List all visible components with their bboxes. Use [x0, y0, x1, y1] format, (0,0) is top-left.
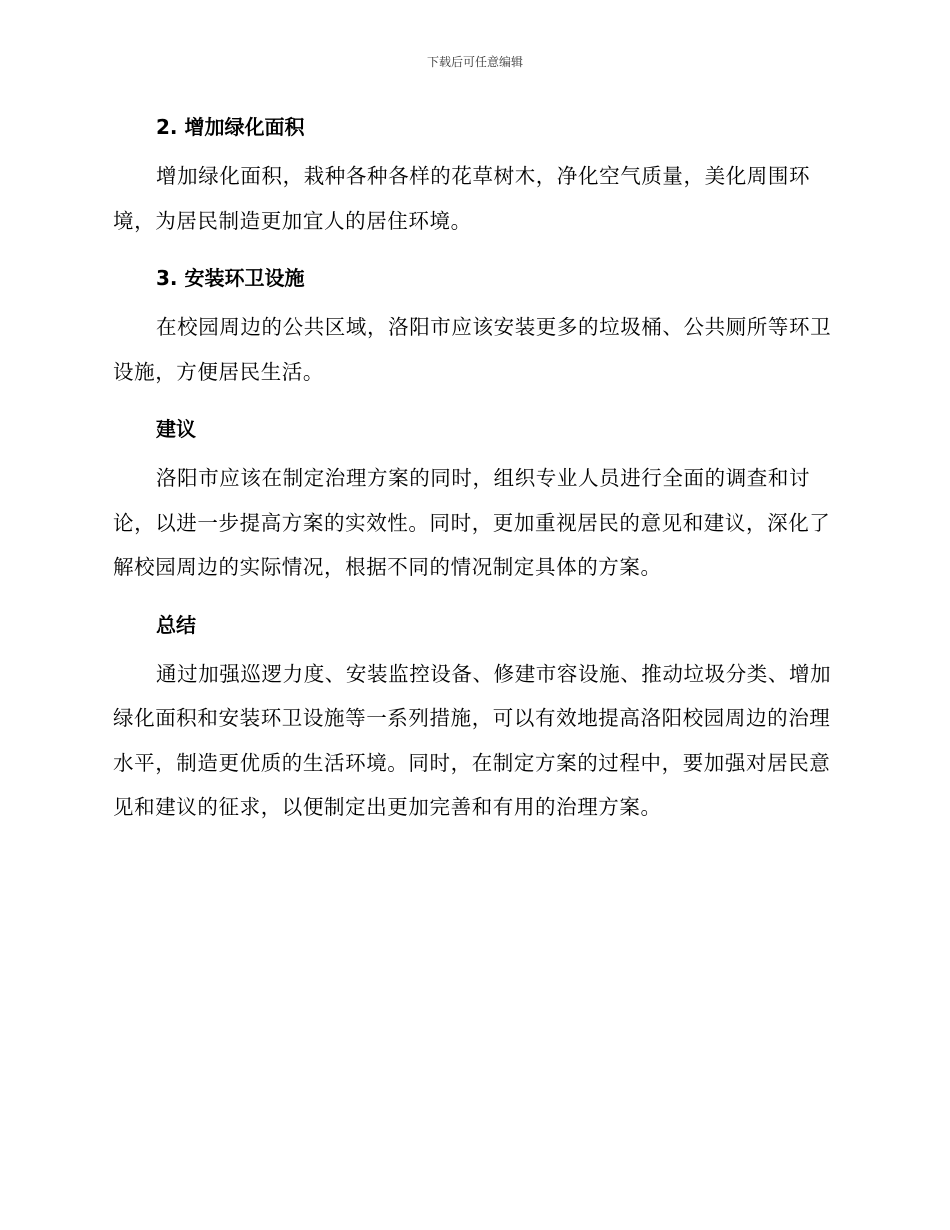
- page-header: 下载后可任意编辑: [426, 55, 523, 69]
- section-paragraph-summary: 通过加强巡逻力度、安装监控设备、修建市容设施、推动垃圾分类、增加绿化面积和安装环卫设施等一系列措施，可以有效地提高洛阳校园周边的治理水平，制造更优质的生活环境。同时，在制定方案的过程中，要加强对居民意见和建议的征求，以便制定出更加完善和有用的治理方案。: [113, 661, 832, 819]
- section-paragraph-sanitation: 在校园周边的公共区域，洛阳市应该安装更多的垃圾桶、公共厕所等环卫设施，方便居民生活。: [113, 315, 832, 384]
- section-paragraph-greening: 增加绿化面积，栽种各种各样的花草树木，净化空气质量，美化周围环境，为居民制造更加宜人的居住环境。: [113, 164, 811, 233]
- section-heading-summary: 总结: [156, 612, 196, 637]
- section-heading-greening: 2. 增加绿化面积: [156, 115, 305, 139]
- document-body: [113, 112, 837, 830]
- section-heading-sanitation: 3. 安装环卫设施: [156, 266, 305, 290]
- section-heading-suggestions: 建议: [156, 417, 196, 441]
- section-paragraph-suggestions: 洛阳市应该在制定治理方案的同时，组织专业人员进行全面的调查和讨论，以进一步提高方案的实效性。同时，更加重视居民的意见和建议，深化了解校园周边的实际情况，根据不同的情况制定具体的方案。: [113, 466, 831, 579]
